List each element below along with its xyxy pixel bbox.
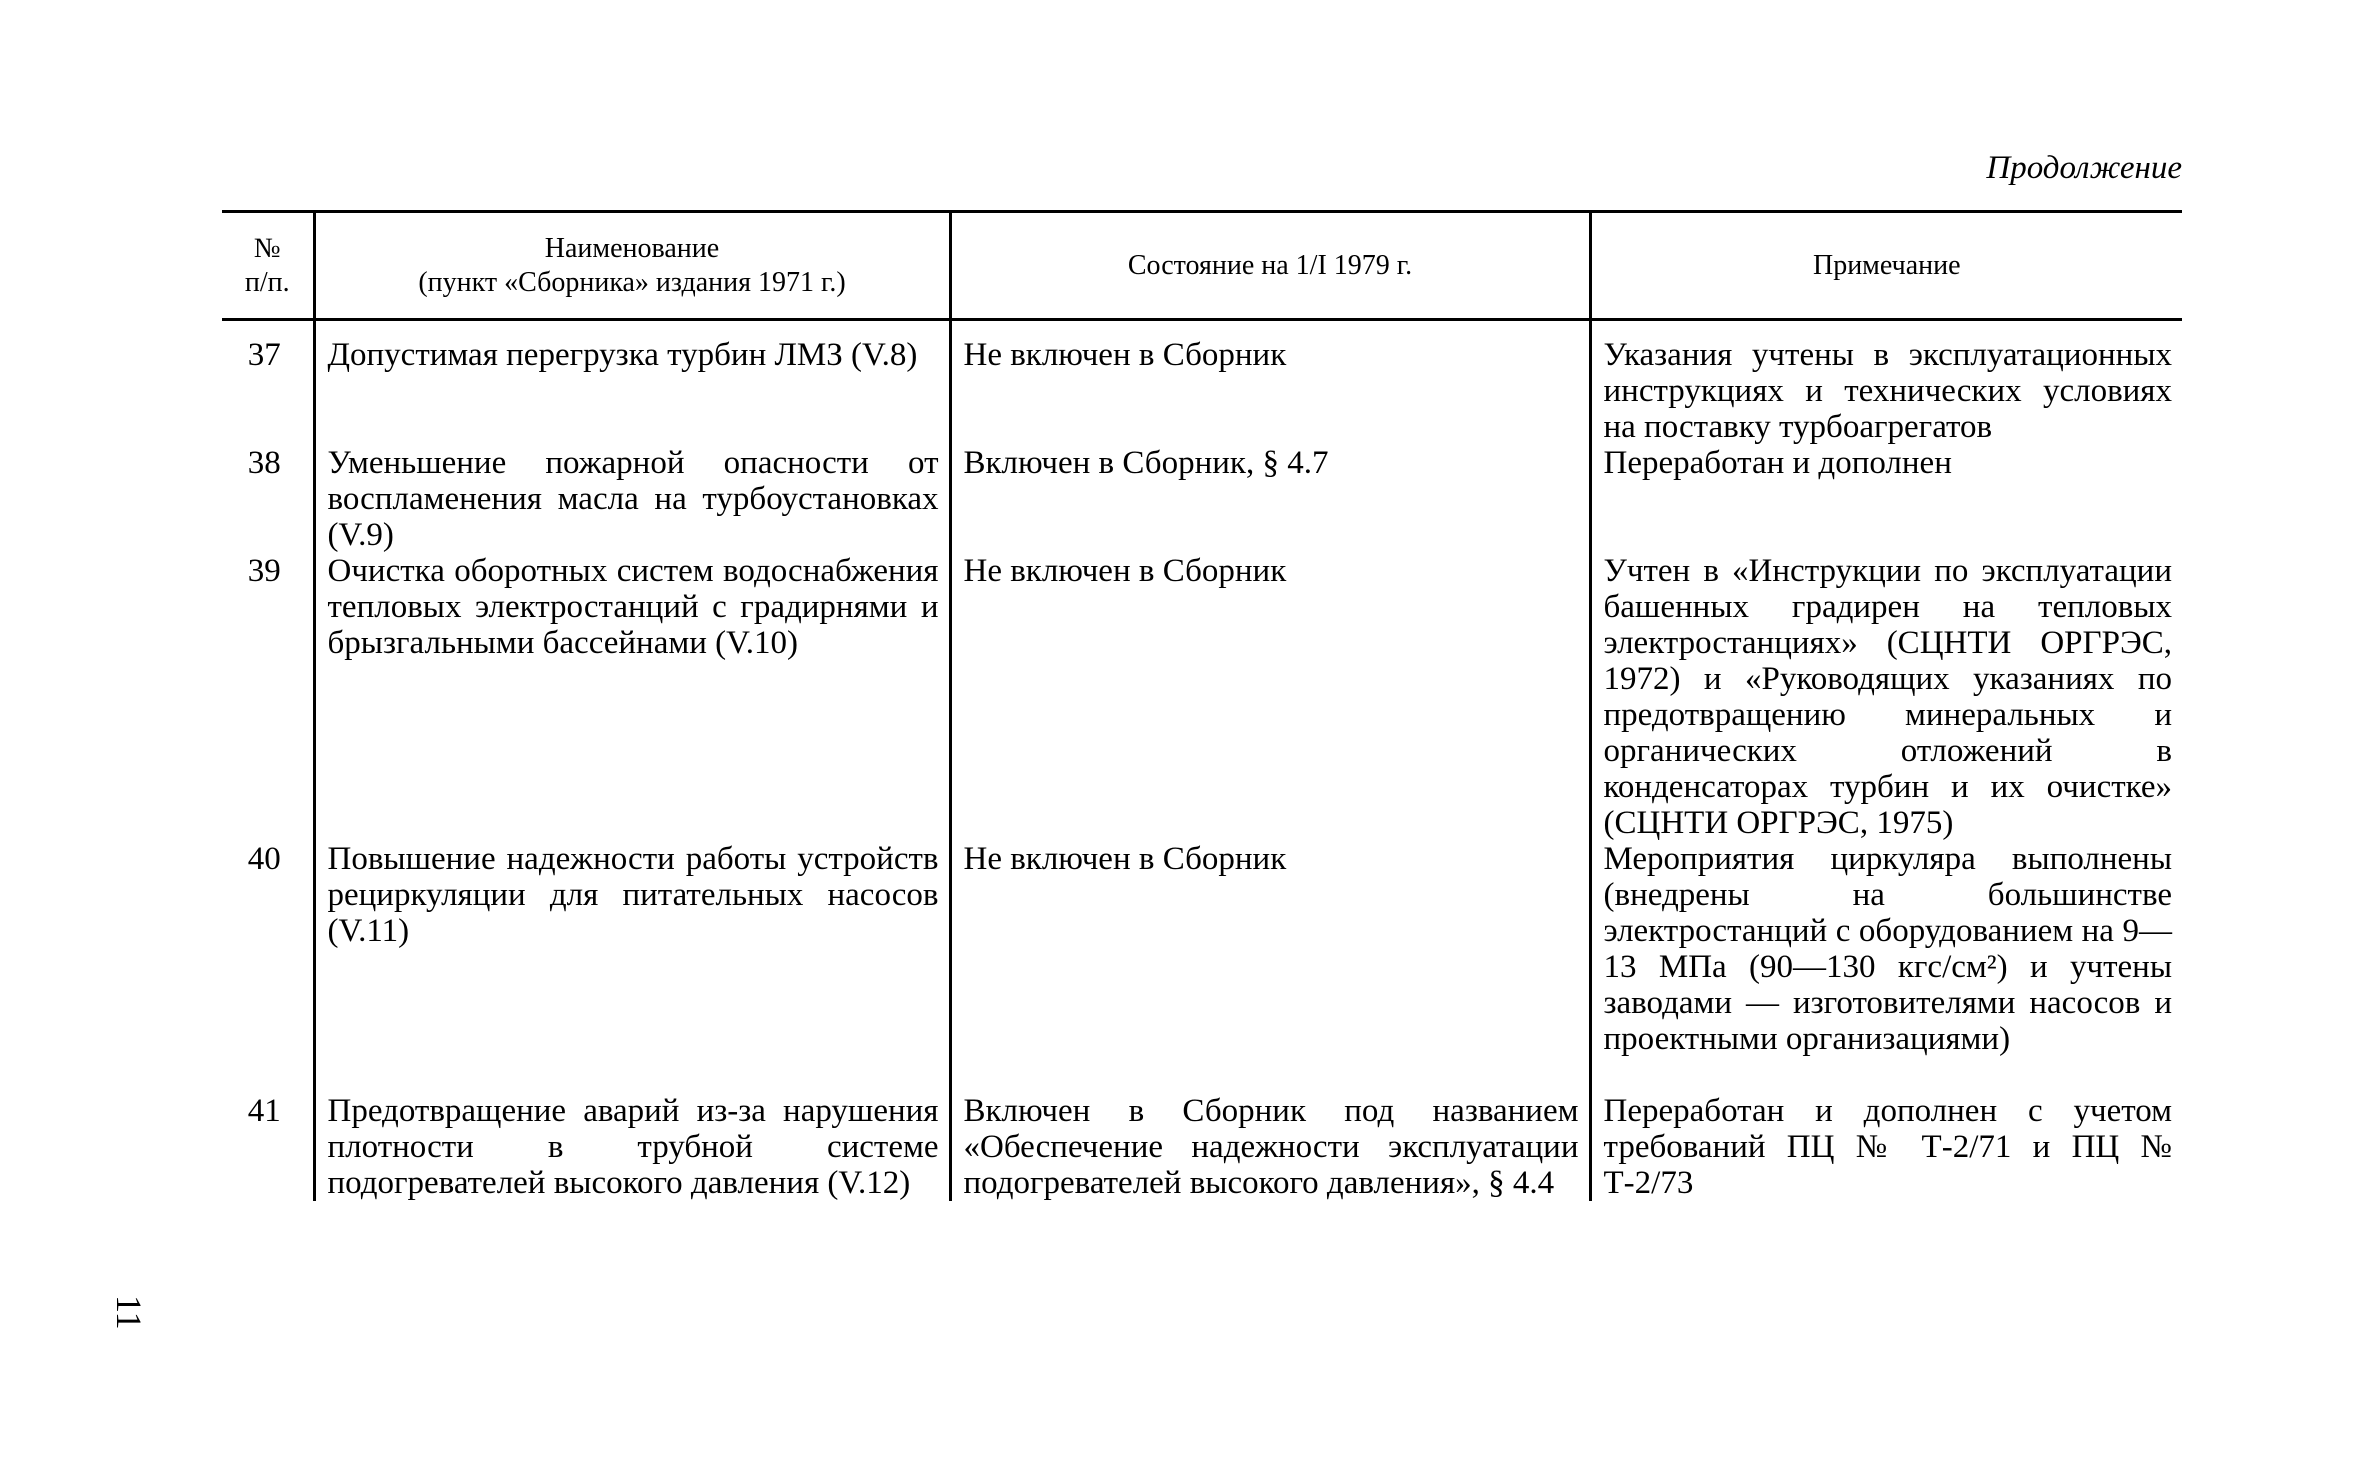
row-note: Переработан и дополнен с учетом требований ПЦ № Т-2/71 и ПЦ № Т-2/73 — [1590, 1093, 2182, 1201]
standards-table — [222, 210, 2182, 1201]
row-number: 40 — [247, 841, 281, 877]
row-number: 41 — [247, 1093, 281, 1129]
table-row — [222, 320, 2182, 446]
continuation-label: Продолжение — [1986, 150, 2182, 186]
row-name: Повышение надежности работы устройств рециркуляции для питательных насосов (V.11) — [314, 841, 950, 1093]
row-name: Предотвращение аварий из-за нарушения плотности в трубной системе подогревателей высокого давления (V.12) — [314, 1093, 950, 1201]
row-name: Уменьшение пожарной опасности от воспламенения масла на турбоустановках (V.9) — [314, 445, 950, 553]
page-number: 11 — [109, 1295, 149, 1330]
table-row — [222, 445, 2182, 553]
row-note: Указания учтены в эксплуатационных инструкциях и технических условиях на поставку турбоагрегатов — [1590, 320, 2182, 446]
row-note: Мероприятия циркуляра выполнены (внедрены на большинстве электростанций с оборудованием на 9—13 МПа (90—130 кгс/см²) и учтены заводами — изготовителями насосов и проектными организациями) — [1590, 841, 2182, 1093]
header-number: № п/п. — [222, 212, 314, 320]
row-name: Очистка оборотных систем водоснабжения тепловых электростанций с градирнями и брызгальными бассейнами (V.10) — [314, 553, 950, 841]
table-header-row — [222, 212, 2182, 320]
header-name: Наименование (пункт «Сборника» издания 1971 г.) — [314, 212, 950, 320]
table-row — [222, 1093, 2182, 1201]
header-note: Примечание — [1590, 212, 2182, 320]
row-status: Не включен в Сборник — [950, 553, 1590, 841]
row-status: Включен в Сборник под названием «Обеспечение надежности эксплуатации подогревателей высокого давления», § 4.4 — [950, 1093, 1590, 1201]
header-status: Состояние на 1/I 1979 г. — [950, 212, 1590, 320]
row-number: 39 — [247, 553, 281, 589]
row-number: 38 — [247, 445, 281, 481]
table-row — [222, 553, 2182, 841]
table-row — [222, 841, 2182, 1093]
row-note: Учтен в «Инструкции по эксплуатации башенных градирен на тепловых электростанциях» (СЦНТИ ОРГРЭС, 1972) и «Руководящих указаниях по предотвращению минеральных и органических отложений в конденсаторах турбин и их очистке» (СЦНТИ ОРГРЭС, 1975) — [1590, 553, 2182, 841]
row-number: 37 — [247, 337, 281, 373]
row-note: Переработан и дополнен — [1590, 445, 2182, 553]
row-status: Не включен в Сборник — [950, 320, 1590, 446]
row-status: Включен в Сборник, § 4.7 — [950, 445, 1590, 553]
row-name: Допустимая перегрузка турбин ЛМЗ (V.8) — [314, 320, 950, 446]
row-status: Не включен в Сборник — [950, 841, 1590, 1093]
